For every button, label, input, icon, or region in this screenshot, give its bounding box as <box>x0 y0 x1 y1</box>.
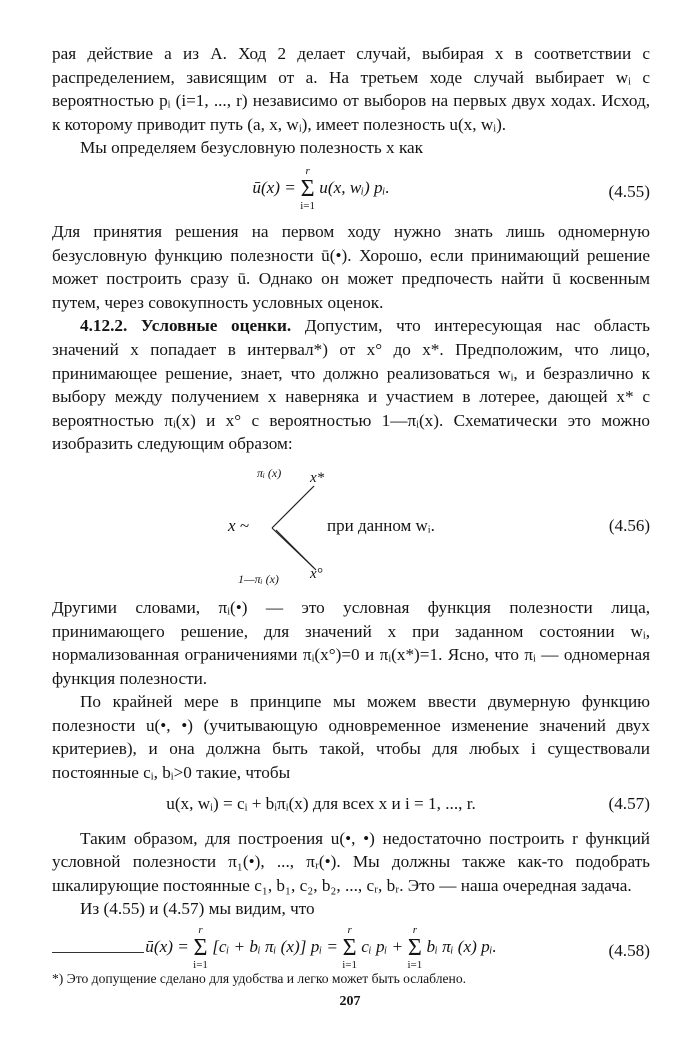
equation-number: (4.56) <box>608 515 650 535</box>
summation-sign: r Σ i=1 <box>193 924 208 972</box>
paragraph: рая действие a из A. Ход 2 делает случай, выбирая x в соответствии с распределением, зависящим от a. На третьем ходе случай выбирает wᵢ с вероятностью pᵢ (i=1, ..., r) независимо от выборов на первых двух ходах. Исход, к которому приводит путь (a, x, wᵢ), имеет полезность u(x, wᵢ). <box>52 44 650 134</box>
equation-4-57 <box>52 785 650 827</box>
eq-body: u(x, wᵢ) = cᵢ + bᵢπᵢ(x) для всех x и i = 1, ..., r. <box>166 793 476 813</box>
paragraph: Мы определяем безусловную полезность x как <box>80 138 424 158</box>
footnote: *) Это допущение сделано для удобства и легко может быть ослаблено. <box>52 971 467 986</box>
bottom-outcome: x° <box>310 565 323 582</box>
equation-number: (4.55) <box>608 181 650 201</box>
top-probability: πᵢ (x) <box>257 465 282 480</box>
lottery-left: x ~ <box>228 515 249 535</box>
equation-4-55 <box>52 160 650 220</box>
top-outcome: x* <box>310 469 325 486</box>
lottery-diagram <box>52 456 650 596</box>
equation-number: (4.58) <box>608 941 650 961</box>
paragraph: 4.12.2. Условные оценки. Допустим, что интересующая нас область значений x попадает в интервал*) от x° до x*. Предположим, что лицо, принимающее решение, знает, что должно реализоваться wᵢ, и безразлично к выбору между получением x наверняка и участием в лотерее, дающей x* с вероятностью πᵢ(x) и x° с вероятностью 1—πᵢ(x). Схематически это можно изобразить следующим образом: <box>52 316 651 454</box>
paragraph: По крайней мере в принципе мы можем ввести двумерную функцию полезности u(•, •) (учитывающую одновременное изменение значений двух критериев), и она должна быть такой, чтобы для любых i существовали постоянные cᵢ, bᵢ>0 такие, чтобы <box>52 692 650 783</box>
eq-lhs: ū(x) = <box>252 177 296 197</box>
paragraph: Для принятия решения на первом ходу нужно знать лишь одномерную безусловную функцию полезности ū(•). Хорошо, если принимающий решение может построить сразу ū. Однако он может предпочесть найти ū косвенным путем, через совокупность условных оценок. <box>52 221 650 312</box>
paragraph: Другими словами, πᵢ(•) — это условная функция полезности лица, принимающего решение, для значений x при заданном состоянии wᵢ, нормализованная ограничениями πᵢ(x°)=0 и πᵢ(x*)=1. Ясно, что πᵢ — одномерная функция полезности. <box>52 597 650 688</box>
summation-sign: r Σ i=1 <box>342 924 357 972</box>
diagram-condition: при данном wᵢ. <box>327 515 435 535</box>
eq-rhs: u(x, wᵢ) pᵢ. <box>319 177 390 197</box>
summation-sign: r Σ i=1 <box>407 924 423 972</box>
summation-sign: r Σ i=1 <box>300 164 315 212</box>
section-heading: 4.12.2. Условные оценки. <box>80 316 292 336</box>
equation-4-58: ū(x) = r Σ i=1 [cᵢ + bᵢ πᵢ (x)] pᵢ = r Σ i=1 cᵢ pᵢ + r Σ i=1 bᵢ πᵢ (x) pᵢ. (4.58) <box>145 924 650 972</box>
paragraph: Таким образом, для построения u(•, •) недостаточно построить r функций условной полезности π₁(•), ..., πᵣ(•). Мы должны также как-то подобрать шкалирующие постоянные c₁, b₁, c₂, b₂, ..., cᵣ, bᵣ. Это — наша очередная задача. <box>52 828 650 895</box>
page-number: 207 <box>339 994 361 1009</box>
bottom-probability: 1—πᵢ (x) <box>238 571 279 586</box>
text-column <box>52 42 650 983</box>
footnote-rule <box>52 952 144 953</box>
paragraph: Из (4.55) и (4.57) мы видим, что <box>80 899 315 919</box>
equation-number: (4.57) <box>608 793 650 813</box>
